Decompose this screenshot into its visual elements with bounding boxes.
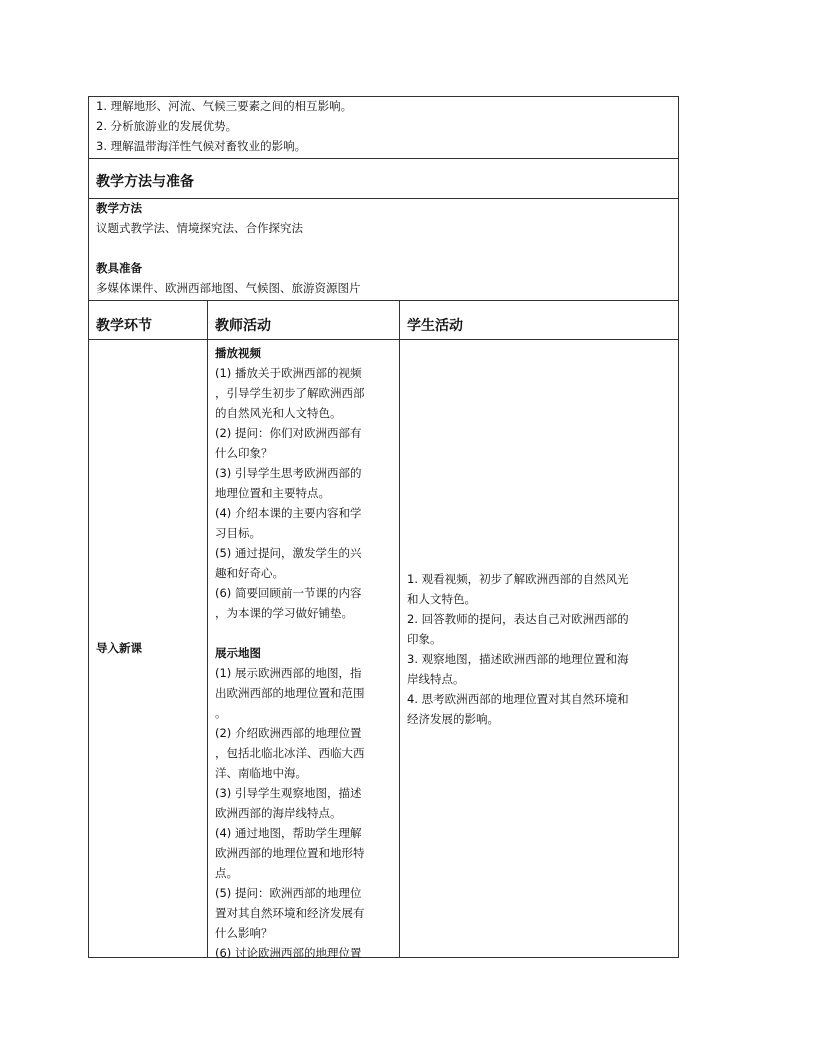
teacher-line: (3) 引导学生思考欧洲西部的 — [215, 466, 362, 480]
teacher-line: ，为本课的学习做好铺垫。 — [215, 606, 353, 620]
objective-item: 1. 理解地形、河流、气候三要素之间的相互影响。 — [96, 99, 353, 113]
teacher-line: (4) 介绍本课的主要内容和学 — [215, 506, 362, 520]
stage-label: 导入新课 — [96, 641, 142, 655]
student-line: 岸线特点。 — [407, 672, 465, 686]
teacher-line: 点。 — [215, 866, 238, 880]
teacher-line: 习目标。 — [215, 526, 261, 540]
section-title: 教学方法与准备 — [96, 174, 194, 190]
student-line: 3. 观察地图，描述欧洲西部的地理位置和海 — [407, 652, 629, 666]
block-spacer — [215, 623, 395, 643]
teacher-line: 。 — [215, 706, 227, 720]
row-divider — [88, 339, 679, 340]
student-line: 1. 观看视频，初步了解欧洲西部的自然风光 — [407, 572, 629, 586]
teacher-line: (2) 介绍欧洲西部的地理位置 — [215, 726, 362, 740]
teacher-line: 洋、南临地中海。 — [215, 766, 307, 780]
teacher-block-title: 展示地图 — [215, 646, 261, 660]
teacher-line: 的自然风光和人文特色。 — [215, 406, 342, 420]
student-line: 印象。 — [407, 632, 442, 646]
teacher-line: (3) 引导学生观察地图，描述 — [215, 786, 362, 800]
student-line: 2. 回答教师的提问，表达自己对欧洲西部的 — [407, 612, 629, 626]
teacher-line: (1) 播放关于欧洲西部的视频 — [215, 366, 362, 380]
teacher-line: (2) 提问：你们对欧洲西部有 — [215, 426, 362, 440]
column-divider — [399, 300, 400, 958]
teacher-line: (5) 提问：欧洲西部的地理位 — [215, 886, 362, 900]
row-divider — [88, 300, 679, 301]
teacher-line: 趣和好奇心。 — [215, 566, 284, 580]
teacher-line: 什么印象？ — [215, 446, 273, 460]
teacher-line: 出欧洲西部的地理位置和范围 — [215, 686, 365, 700]
tools-text: 多媒体课件、欧洲西部地图、气候图、旅游资源图片 — [96, 281, 361, 295]
teacher-line: 欧洲西部的地理位置和地形特 — [215, 846, 365, 860]
objective-item: 3. 理解温带海洋性气候对畜牧业的影响。 — [96, 139, 307, 153]
student-line: 4. 思考欧洲西部的地理位置对其自然环境和 — [407, 692, 629, 706]
method-label: 教学方法 — [96, 201, 142, 215]
teacher-line: (1) 展示欧洲西部的地图，指 — [215, 666, 362, 680]
teacher-line: (5) 通过提问，激发学生的兴 — [215, 546, 362, 560]
teacher-line: 地理位置和主要特点。 — [215, 486, 330, 500]
header-student: 学生活动 — [407, 318, 463, 334]
student-line: 和人文特色。 — [407, 592, 476, 606]
student-line: 经济发展的影响。 — [407, 712, 499, 726]
row-divider — [88, 158, 679, 159]
teacher-line: 置对其自然环境和经济发展有 — [215, 906, 365, 920]
objectives-list — [96, 96, 352, 156]
teacher-activity-cell — [215, 343, 395, 963]
objective-item: 2. 分析旅游业的发展优势。 — [96, 119, 238, 133]
teacher-block — [215, 343, 395, 623]
teacher-line: ，引导学生初步了解欧洲西部 — [215, 386, 365, 400]
column-divider — [207, 300, 208, 958]
teacher-line: (6) 简要回顾前一节课的内容 — [215, 586, 362, 600]
header-teacher: 教师活动 — [215, 318, 271, 334]
teacher-block-title: 播放视频 — [215, 346, 261, 360]
teacher-line: 什么影响？ — [215, 926, 273, 940]
teacher-block — [215, 643, 395, 963]
row-divider — [88, 198, 679, 199]
teacher-line: (6) 讨论欧洲西部的地理位置 — [215, 946, 362, 960]
teacher-line: (4) 通过地图，帮助学生理解 — [215, 826, 362, 840]
student-activity-cell — [407, 569, 672, 729]
teacher-line: ，包括北临北冰洋、西临大西 — [215, 746, 365, 760]
teacher-line: 欧洲西部的海岸线特点。 — [215, 806, 342, 820]
method-text: 议题式教学法、情境探究法、合作探究法 — [96, 221, 303, 235]
tools-label: 教具准备 — [96, 261, 142, 275]
header-stage: 教学环节 — [96, 318, 152, 334]
